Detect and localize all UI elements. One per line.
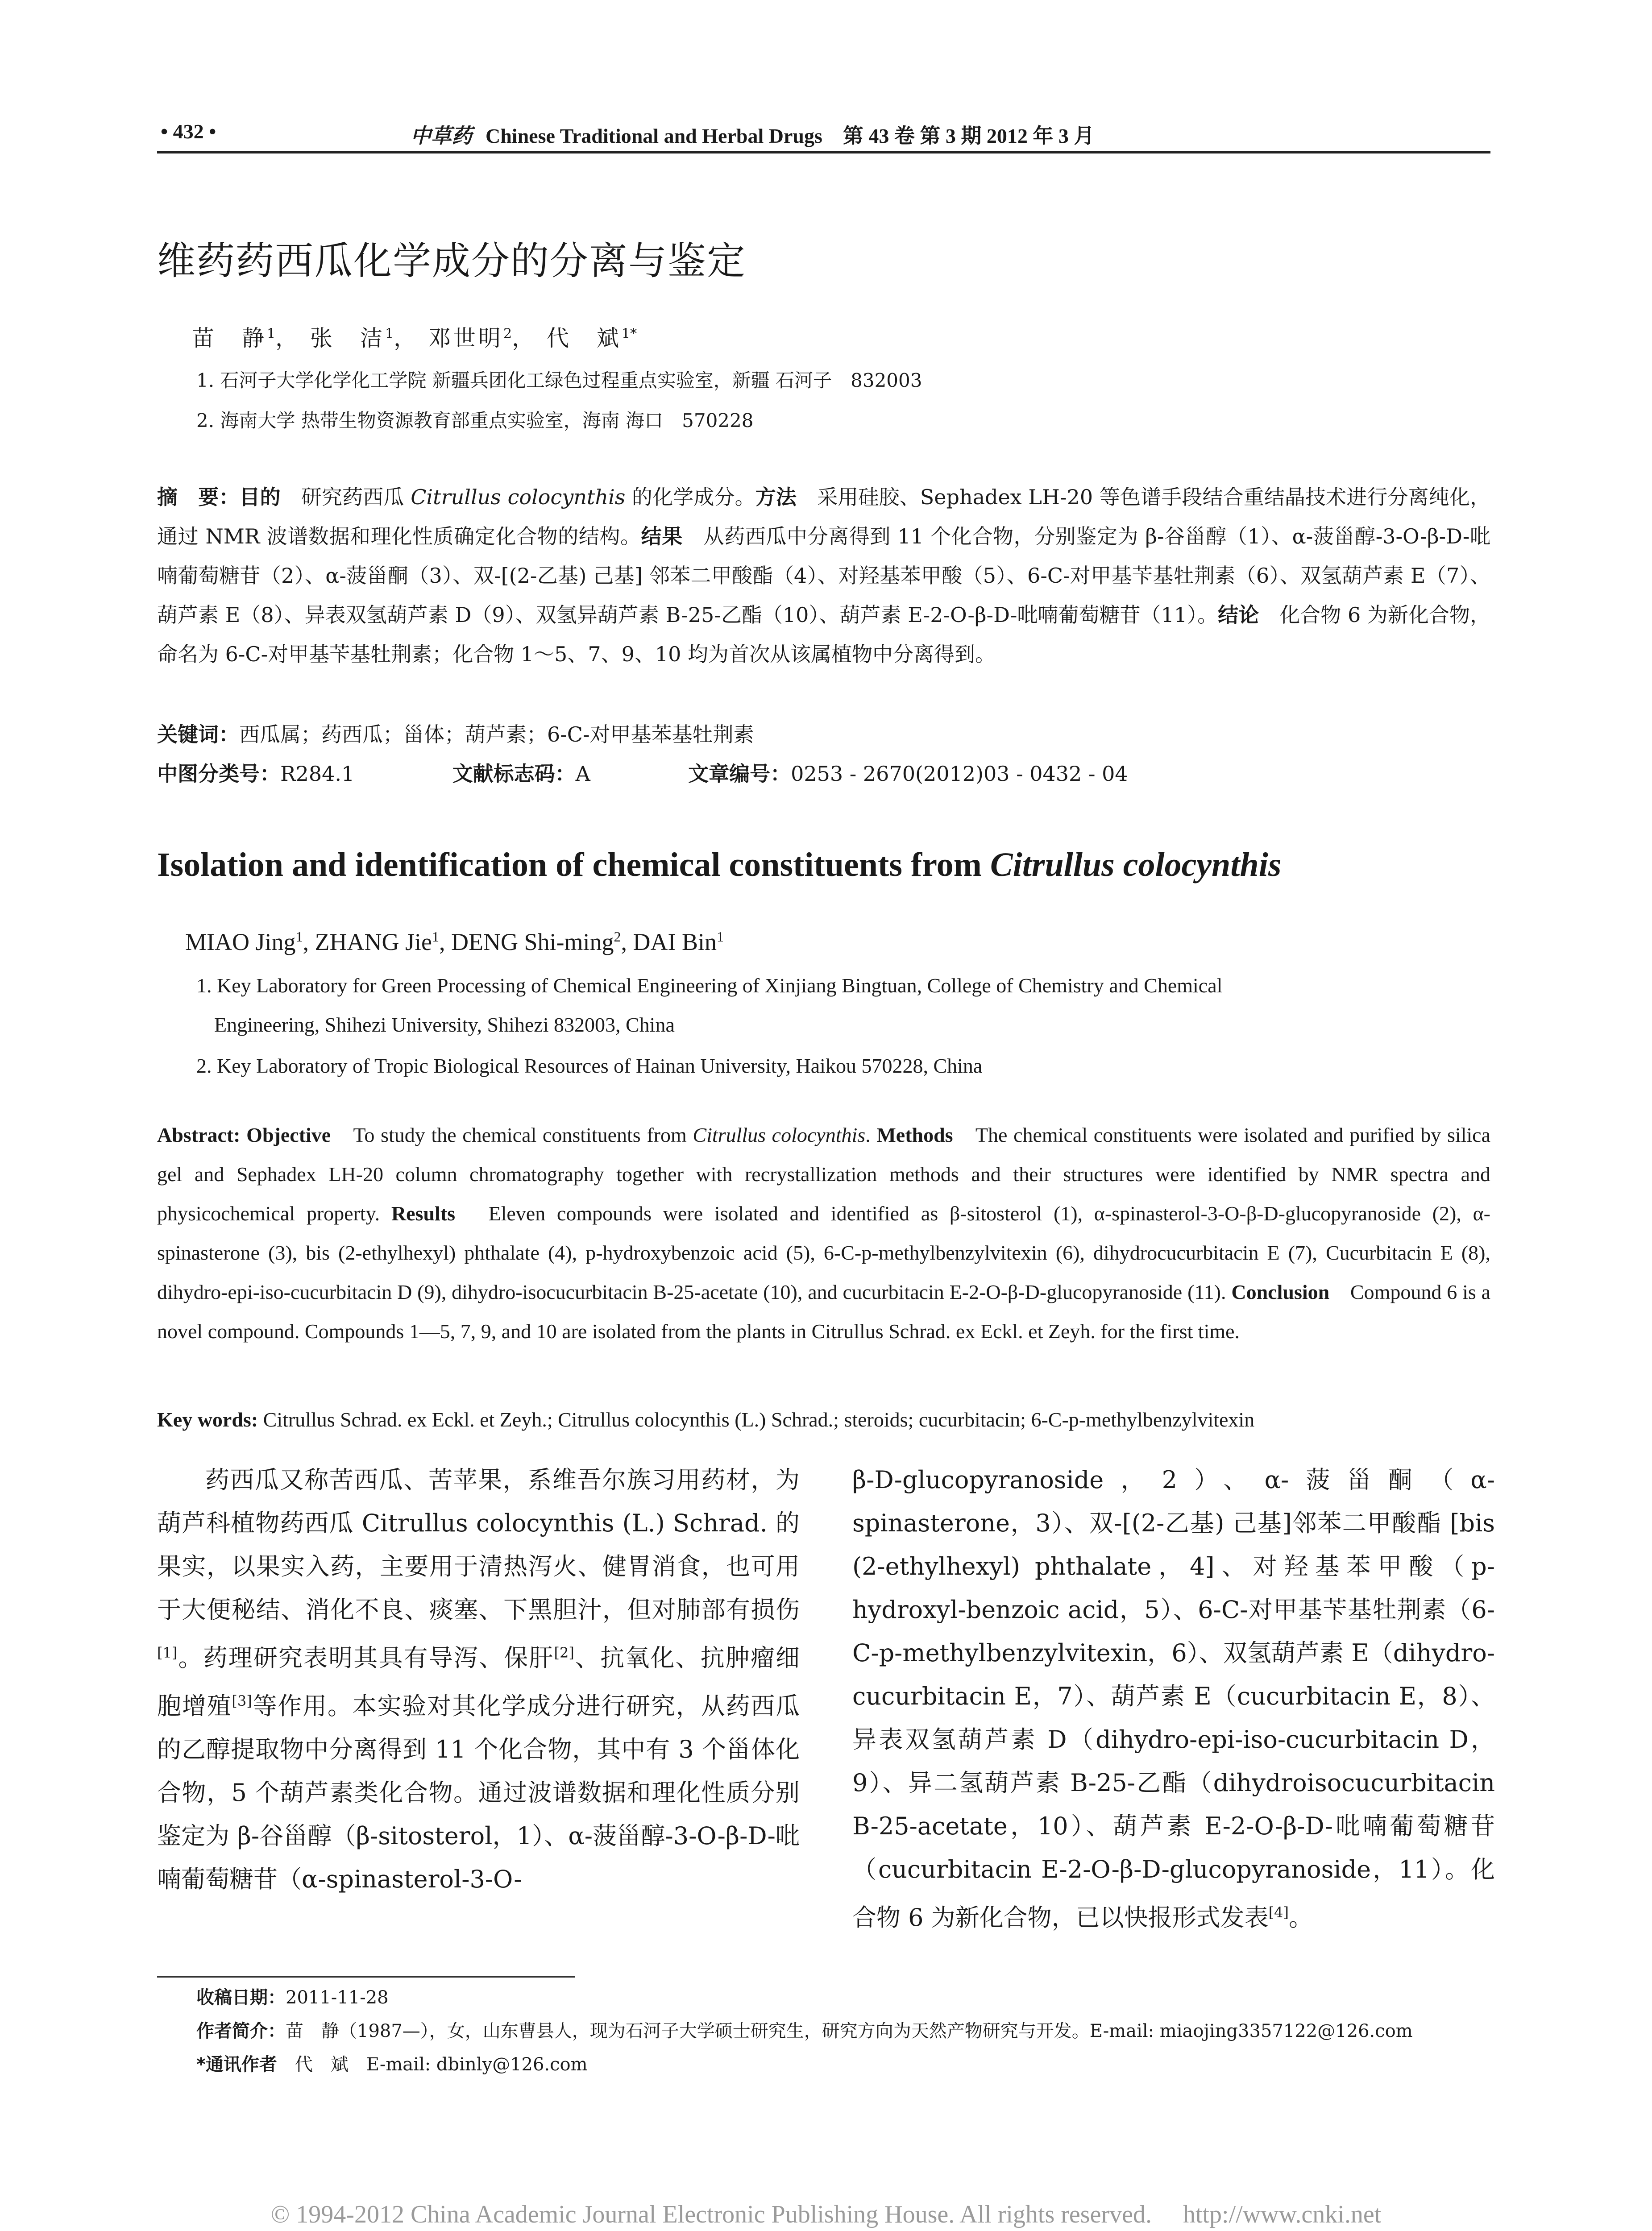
author-name: 张 洁 xyxy=(310,325,385,351)
methods-label: 方法 xyxy=(755,485,797,509)
footnote-author xyxy=(196,2017,1413,2042)
author-affiliation-mark: 1 xyxy=(385,326,394,342)
conclusion-label: 结论 xyxy=(1218,603,1259,627)
body-text: 等作用。本实验对其化学成分进行研究，从药西瓜的乙醇提取物中分离得到 11 个化合物，其中有 3 个甾体化合物，5 个葫芦素类化合物。通过波谱数据和理化性质分别鉴定为 β-谷甾醇（β-sitosterol，1）、α-菠甾醇-3-O-β-D-吡喃葡萄糖苷（α-spinasterol-3-O- xyxy=(157,1692,800,1893)
body-text: 药西瓜又称苦西瓜、苦苹果，系维吾尔族习用药材，为葫芦科植物药西瓜 Citrullus colocynthis (L.) Schrad. 的果实，以果实入药，主要用于清热泻火、健胃消食，也可用于大便秘结、消化不良、痰塞、下黑胆汁，但对肺部有损伤 xyxy=(157,1466,800,1624)
species-name-en: Citrullus colocynthis xyxy=(693,1124,866,1146)
methods-label-en: Methods xyxy=(876,1124,953,1146)
affiliation-cn-2: 2. 海南大学 热带生物资源教育部重点实验室，海南 海口 570228 xyxy=(196,410,754,431)
author-affiliation-mark: 1 xyxy=(432,929,439,945)
author-list-cn: 苗 静$^1$， 张 洁$^1$， 邓世明$^2$， 代 斌$^{1*}$ xyxy=(192,325,637,351)
methods-text: 采用硅胶、Sephadex LH-20 等色谱手段结合重结晶技术进行分离纯化，通过 NMR 波谱数据和理化性质确定化合物的结构。 xyxy=(157,485,1491,548)
results-label: 结果 xyxy=(641,524,683,548)
author-affiliation-mark: 1 xyxy=(716,929,724,945)
footnote-corresponding xyxy=(196,2050,588,2076)
page-number: • 432 • xyxy=(161,120,216,143)
author-name: DENG Shi-ming xyxy=(451,929,614,955)
citation-ref: [3] xyxy=(232,1692,252,1709)
keywords-en xyxy=(157,1400,1490,1439)
author-name: DAI Bin xyxy=(633,929,717,955)
objective-text: 研究药西瓜 xyxy=(280,485,411,509)
abstract-en xyxy=(157,1116,1490,1351)
conclusion-text-en: Compound 6 is a novel compound. Compounds 1—5, 7, 9, and 10 are isolated from the plants in Citrullus Schrad. ex Eckl. et Zeyh. for the first time. xyxy=(157,1281,1491,1343)
journal-name xyxy=(411,120,1094,149)
author-affiliation-mark: 1* xyxy=(622,326,637,342)
title-text: Isolation and identification of chemical constituents from xyxy=(157,846,990,883)
body-column-right xyxy=(852,1458,1495,1939)
clc-label: 中图分类号： xyxy=(157,762,280,786)
keywords-text-en: Citrullus Schrad. ex Eckl. et Zeyh.; Citrullus colocynthis (L.) Schrad.; steroids; cucurbitacin; 6-C-p-methylbenzylvitexin xyxy=(263,1408,1255,1431)
results-label-en: Results xyxy=(391,1202,456,1225)
results-text-en: Eleven compounds were isolated and identified as β-sitosterol (1), α-spinasterol-3-O-β-D-glucopyranoside (2), α-spinasterone (3), bis (2-ethylhexyl) phthalate (4), p-hydroxybenzoic acid (5), 6-C-p-methylbenzylvitexin (6), dihydrocucurbitacin E (7), Cucurbitacin E (8), dihydro-epi-iso-cucurbitacin D (9), dihydro-isocucurbitacin B-25-acetate (10), and cucurbitacin E-2-O-β-D-glucopyranoside (11). xyxy=(157,1202,1490,1303)
corresponding-label: *通讯作者 xyxy=(196,2054,277,2075)
copyright-notice: © 1994-2012 China Academic Journal Electronic Publishing House. All rights reserved. http://www.cnki.net xyxy=(270,2201,1382,2228)
body-text: 、抗氧化、抗肿瘤细胞增殖 xyxy=(157,1644,800,1720)
affiliation-en-2: 2. Key Laboratory of Tropic Biological Resources of Hainan University, Haikou 570228, China xyxy=(196,1054,983,1077)
classification-line xyxy=(157,758,1128,787)
author-name: 邓世明 xyxy=(428,325,503,351)
affiliation-en-1-line1: 1. Key Laboratory for Green Processing of Chemical Engineering of Xinjiang Bingtuan, College of Chemistry and Chemical xyxy=(196,974,1223,997)
objective-label-en: Objective xyxy=(246,1124,331,1146)
body-column-left xyxy=(157,1458,800,1901)
abstract-label: 摘 要： xyxy=(157,485,240,509)
abstract-cn xyxy=(157,477,1490,674)
objective-text-en: To study the chemical constituents from xyxy=(331,1124,693,1146)
title-species: Citrullus colocynthis xyxy=(990,846,1282,883)
author-name: 代 斌 xyxy=(547,325,622,351)
author-name: 苗 静 xyxy=(192,325,267,351)
body-text: 。药理研究表明其具有导泻、保肝 xyxy=(177,1644,554,1672)
body-text: β-D-glucopyranoside，2）、α-菠甾酮（α-spinasterone，3）、双-[(2-乙基) 己基]邻苯二甲酸酯 [bis (2-ethylhexyl) phthalate，4]、对羟基苯甲酸（p-hydroxyl-benzoic acid，5）、6-C-对甲基苄基牡荆素（6-C-p-methylbenzylvitexin，6）、双氢葫芦素 E（dihydro-cucurbitacin E，7）、葫芦素 E（cucurbitacin E，8）、异表双氢葫芦素 D（dihydro-epi-iso-cucurbitacin D，9）、异二氢葫芦素 B-25-乙酯（dihydroisocucurbitacin B-25-acetate，10）、葫芦素 E-2-O-β-D-吡喃葡萄糖苷（cucurbitacin E-2-O-β-D-glucopyranoside，11）。化合物 6 为新化合物，已以快报形式发表 xyxy=(852,1466,1495,1932)
journal-issue: Chinese Traditional and Herbal Drugs 第 43 卷 第 3 期 2012 年 3 月 xyxy=(486,124,1095,147)
header-rule xyxy=(157,151,1490,153)
author-affiliation-mark: 2 xyxy=(614,929,621,945)
author-name: ZHANG Jie xyxy=(315,929,432,955)
corresponding-contact: 代 斌 E-mail: dbinly@126.com xyxy=(277,2054,588,2075)
affiliation-en-1 xyxy=(196,966,1490,1045)
keywords-cn xyxy=(157,718,754,748)
body-paragraph xyxy=(852,1458,1495,1939)
article-id-label: 文章编号： xyxy=(688,762,791,786)
footnote-rule xyxy=(157,1976,575,1978)
author-bio: 苗 静（1987—），女，山东曹县人，现为石河子大学硕士研究生，研究方向为天然产物研究与开发。E-mail: miaojing3357122@126.com xyxy=(286,2021,1413,2041)
abstract-label-en: Abstract: xyxy=(157,1124,241,1146)
affiliation-en-1-line2: Engineering, Shihezi University, Shihezi 832003, China xyxy=(214,1013,675,1036)
objective-label: 目的 xyxy=(239,485,281,509)
citation-ref: [4] xyxy=(1268,1904,1289,1921)
author-bio-label: 作者简介： xyxy=(196,2021,286,2041)
objective-text-end: 的化学成分。 xyxy=(625,485,755,509)
paper-title-cn: 维药药西瓜化学成分的分离与鉴定 xyxy=(157,239,746,283)
results-text: 从药西瓜中分离得到 11 个化合物，分别鉴定为 β-谷甾醇（1）、α-菠甾醇-3-O-β-D-吡喃葡萄糖苷（2）、α-菠甾酮（3）、双-[(2-乙基) 己基] 邻苯二甲酸酯（4）、对羟基苯甲酸（5）、6-C-对甲基苄基牡荆素（6）、双氢葫芦素 E（7）、葫芦素 E（8）、异表双氢葫芦素 D（9）、双氢异葫芦素 B-25-乙酯（10）、葫芦素 E-2-O-β-D-吡喃葡萄糖苷（11）。 xyxy=(157,524,1491,627)
author-affiliation-mark: 1 xyxy=(295,929,303,945)
received-date: 2011-11-28 xyxy=(286,1987,389,2008)
author-affiliation-mark: 1 xyxy=(267,326,276,342)
objective-end-en: . xyxy=(865,1124,871,1146)
affiliation-cn-1: 1. 石河子大学化学化工学院 新疆兵团化工绿色过程重点实验室，新疆 石河子 832003 xyxy=(196,369,922,391)
author-name: MIAO Jing xyxy=(185,929,296,955)
keywords-label: 关键词： xyxy=(157,722,239,746)
conclusion-label-en: Conclusion xyxy=(1231,1281,1330,1303)
author-list-en: MIAO Jing$^1$, ZHANG Jie$^1$, DENG Shi-ming$^2$, DAI Bin$^1$ xyxy=(185,929,724,955)
conclusion-text: 化合物 6 为新化合物，命名为 6-C-对甲基苄基牡荆素；化合物 1～5、7、9、10 均为首次从该属植物中分离得到。 xyxy=(157,603,1491,666)
methods-text-en: The chemical constituents were isolated and purified by silica gel and Sephadex LH-20 column chromatography together with recrystallization methods and their structures were identified by NMR spectra and physicochemical property. xyxy=(157,1124,1491,1225)
author-affiliation-mark: 2 xyxy=(503,326,512,342)
article-id-value: 0253 - 2670(2012)03 - 0432 - 04 xyxy=(791,762,1128,786)
clc-value: R284.1 xyxy=(280,762,355,786)
species-name: Citrullus colocynthis xyxy=(411,485,626,509)
citation-ref: [2] xyxy=(554,1644,574,1661)
citation-ref: [1] xyxy=(157,1644,178,1661)
keywords-label-en: Key words: xyxy=(157,1408,258,1431)
doc-code-label: 文献标志码： xyxy=(452,762,576,786)
footnote-received xyxy=(196,1983,389,2009)
paper-title-en xyxy=(157,846,1281,884)
body-paragraph xyxy=(157,1458,800,1901)
keywords-text: 西瓜属；药西瓜；甾体；葫芦素；6-C-对甲基苯基牡荆素 xyxy=(239,722,754,746)
running-header xyxy=(161,120,1490,155)
body-text-end: 。 xyxy=(1289,1903,1313,1932)
journal-name-cn: 中草药 xyxy=(411,124,472,148)
doc-code-value: A xyxy=(575,762,590,786)
received-label: 收稿日期： xyxy=(196,1987,286,2008)
